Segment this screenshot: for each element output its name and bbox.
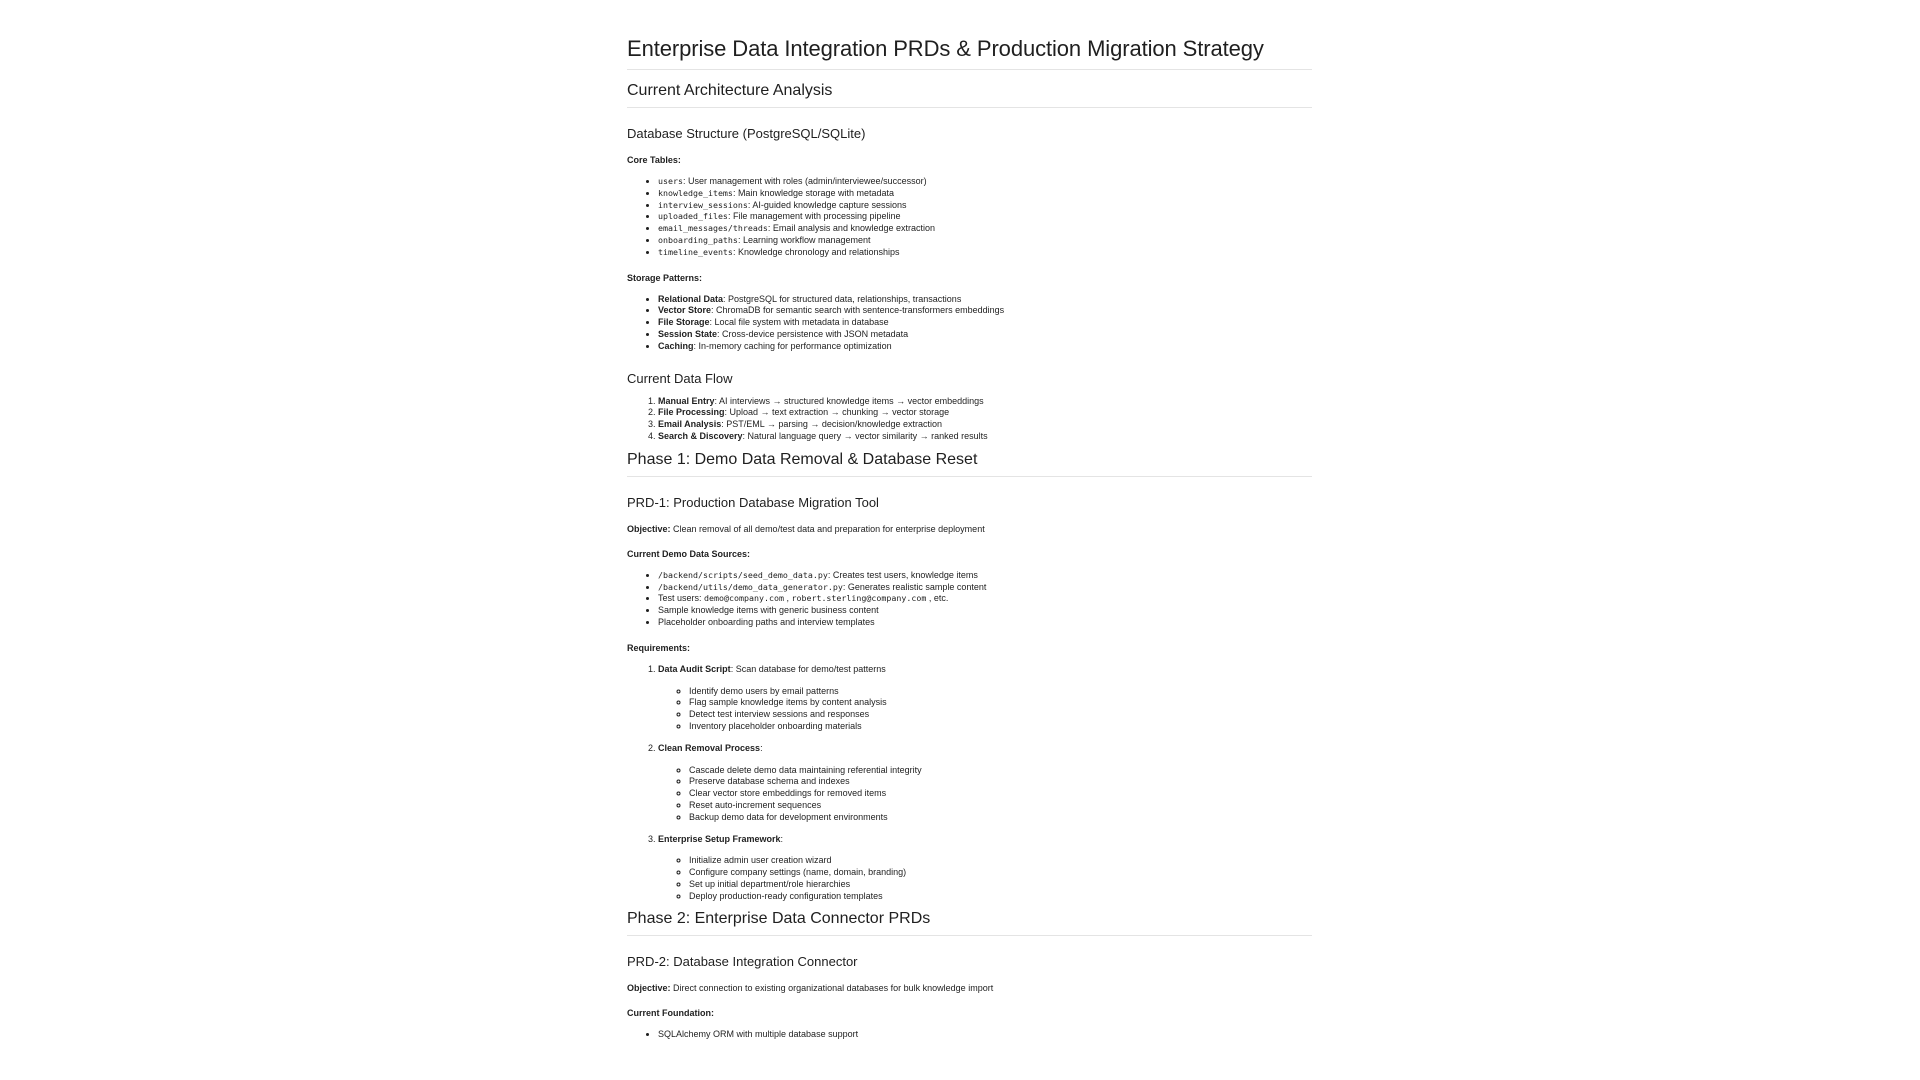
list-item: • users: User management with roles (admin/interviewee/successor) <box>658 176 1312 188</box>
storage-patterns-label: Storage Patterns: <box>627 272 703 283</box>
list-item: 3. Email Analysis: PST/EML → parsing → decision/knowledge extraction <box>658 419 1312 431</box>
demo-sources-list <box>627 570 1312 629</box>
list-item: • File Storage: Local file system with metadata in database <box>658 317 1312 329</box>
list-item: ◦ Configure company settings (name, domain, branding) <box>689 867 1312 879</box>
list-item: • Relational Data: PostgreSQL for structured data, relationships, transactions <box>658 294 1312 306</box>
list-item: 1. Data Audit Script: Scan database for demo/test patterns ◦ Identify demo users by email patterns ◦ Flag sample knowledge items by content analysis ◦ Detect test interview sessions and responses ◦ Inventory placeholder onboarding materials <box>658 664 1312 733</box>
current-foundation-list <box>627 1029 1312 1041</box>
subsection-heading-data-flow: Current Data Flow <box>627 370 733 386</box>
document <box>627 26 1312 1041</box>
list-item: ◦ Cascade delete demo data maintaining referential integrity <box>689 765 1312 777</box>
list-item: 2. File Processing: Upload → text extraction → chunking → vector storage <box>658 407 1312 419</box>
list-item: ◦ Set up initial department/role hierarchies <box>689 879 1312 891</box>
list-item: 4. Search & Discovery: Natural language query → vector similarity → ranked results <box>658 431 1312 443</box>
list-item: • knowledge_items: Main knowledge storage with metadata <box>658 188 1312 200</box>
list-item: • Test users: demo@company.com , robert.sterling@company.com , etc. <box>658 593 1312 605</box>
list-item: ◦ Clear vector store embeddings for removed items <box>689 788 1312 800</box>
core-tables-label: Core Tables: <box>627 155 681 165</box>
list-item: 1. Manual Entry: AI interviews → structured knowledge items → vector embeddings <box>658 396 1312 408</box>
section-heading-phase-2: Phase 2: Enterprise Data Connector PRDs <box>627 910 1312 936</box>
list-item: 2. Clean Removal Process: ◦ Cascade delete demo data maintaining referential integrity ◦ Preserve database schema and indexes ◦ Clear vector store embeddings for removed items ◦ Reset auto-increment sequences ◦ Backup demo data for development environments <box>658 743 1312 824</box>
list-item: • Caching: In-memory caching for performance optimization <box>658 341 1312 353</box>
list-item: • interview_sessions: AI-guided knowledge capture sessions <box>658 200 1312 212</box>
list-item: • Sample knowledge items with generic business content <box>658 605 1312 617</box>
list-item: ◦ Reset auto-increment sequences <box>689 800 1312 812</box>
list-item: ◦ Detect test interview sessions and responses <box>689 709 1312 721</box>
list-item: ◦ Preserve database schema and indexes <box>689 776 1312 788</box>
list-item: ◦ Deploy production-ready configuration templates <box>689 891 1312 903</box>
subsection-heading-prd-2: PRD-2: Database Integration Connector <box>627 954 858 970</box>
list-item: • Placeholder onboarding paths and interview templates <box>658 617 1312 629</box>
list-item: • /backend/utils/demo_data_generator.py: Generates realistic sample content <box>658 582 1312 594</box>
list-item: • uploaded_files: File management with processing pipeline <box>658 211 1312 223</box>
prd-2-objective: Objective: Direct connection to existing organizational databases for bulk knowledge import <box>627 983 994 994</box>
list-item: • Session State: Cross-device persistence with JSON metadata <box>658 329 1312 341</box>
list-item: • onboarding_paths: Learning workflow management <box>658 235 1312 247</box>
data-flow-list <box>627 396 1312 443</box>
storage-patterns-list <box>627 294 1312 353</box>
list-item: • Vector Store: ChromaDB for semantic search with sentence-transformers embeddings <box>658 305 1312 317</box>
list-item: ◦ Backup demo data for development environments <box>689 812 1312 824</box>
core-tables-list <box>627 176 1312 259</box>
list-item: • email_messages/threads: Email analysis and knowledge extraction <box>658 223 1312 235</box>
list-item: • timeline_events: Knowledge chronology and relationships <box>658 247 1312 259</box>
list-item: 3. Enterprise Setup Framework: ◦ Initialize admin user creation wizard ◦ Configure company settings (name, domain, branding) ◦ Set up initial department/role hierarchies ◦ Deploy production-ready configuration templates <box>658 834 1312 903</box>
list-item: ◦ Identify demo users by email patterns <box>689 686 1312 698</box>
demo-sources-label: Current Demo Data Sources: <box>627 548 751 559</box>
document-title: Enterprise Data Integration PRDs & Production Migration Strategy <box>627 36 1312 70</box>
list-item: • /backend/scripts/seed_demo_data.py: Creates test users, knowledge items <box>658 570 1312 582</box>
list-item: ◦ Flag sample knowledge items by content analysis <box>689 697 1312 709</box>
list-item: ◦ Initialize admin user creation wizard <box>689 855 1312 867</box>
section-heading-architecture: Current Architecture Analysis <box>627 82 1312 108</box>
subsection-heading-prd-1: PRD-1: Production Database Migration Tool <box>627 494 879 510</box>
section-heading-phase-1: Phase 1: Demo Data Removal & Database Reset <box>627 451 1312 477</box>
subsection-heading-database-structure: Database Structure (PostgreSQL/SQLite) <box>627 126 866 141</box>
requirements-label: Requirements: <box>627 642 691 653</box>
sub-list <box>658 765 1312 824</box>
current-foundation-label: Current Foundation: <box>627 1008 714 1019</box>
list-item: • SQLAlchemy ORM with multiple database support <box>658 1029 1312 1041</box>
sub-list <box>658 855 1312 902</box>
sub-list <box>658 686 1312 733</box>
prd-1-objective: Objective: Clean removal of all demo/test data and preparation for enterprise deployment <box>627 523 985 534</box>
requirements-list <box>627 664 1312 903</box>
list-item: ◦ Inventory placeholder onboarding materials <box>689 721 1312 733</box>
